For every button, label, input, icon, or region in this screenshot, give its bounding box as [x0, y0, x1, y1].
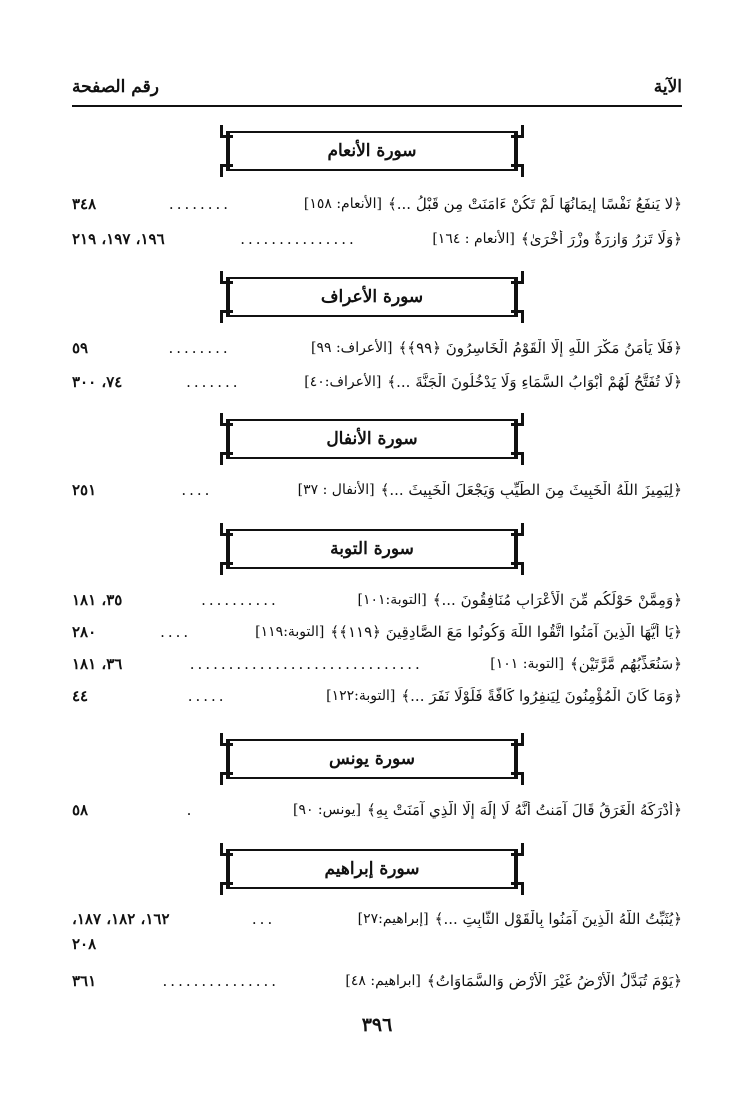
table-header	[72, 70, 682, 104]
page-numbers: ١٦٢، ١٨٢، ١٨٧،	[72, 910, 170, 928]
index-entry	[72, 475, 682, 505]
page-numbers: ١٩٦، ١٩٧، ٢١٩	[72, 230, 165, 248]
verse-reference: [التوبة:١١٩]	[255, 624, 325, 640]
leader-dots: ....	[160, 623, 192, 641]
leader-dots: ..........	[201, 591, 279, 609]
page-numbers-continued: ٢٠٨	[72, 935, 97, 953]
index-entry	[72, 681, 682, 711]
surah-title: سورة إبراهيم	[324, 859, 420, 879]
surah-heading-yunus	[226, 739, 518, 779]
leader-dots: ...............	[162, 972, 280, 990]
verse-text: ﴿وَلَا تَزِرُ وَازِرَةٌ وِزْرَ أُخْرَىٰ﴾	[520, 230, 682, 248]
page-number: ٣٩٦	[361, 1014, 393, 1036]
surah-heading-tawba	[226, 529, 518, 569]
verse-reference: [يونس: ٩٠]	[292, 802, 361, 818]
verse-reference: [الأنعام: ١٥٨]	[303, 196, 382, 212]
surah-heading-anam	[226, 131, 518, 171]
verse-reference: [الأعراف:٤٠]	[304, 374, 382, 390]
verse-text: ﴿سَنُعَذِّبُهُم مَّرَّتَيْنِ﴾	[569, 655, 682, 673]
index-entry	[72, 367, 682, 397]
header-page-column: رقم الصفحة	[72, 77, 159, 97]
leader-dots: ........	[168, 195, 232, 213]
leader-dots: ........	[168, 339, 231, 357]
verse-reference: [الأنعام : ١٦٤]	[432, 231, 515, 247]
leader-dots: ..............................	[189, 655, 423, 673]
verse-reference: [الأنفال : ٣٧]	[297, 482, 375, 498]
leader-dots: ...............	[240, 230, 357, 248]
page-numbers: ٣٦، ١٨١	[72, 655, 123, 673]
verse-text: ﴿لِيَمِيزَ اللَّهُ الْخَبِيثَ مِنَ الطَّيِّبِ وَيَجْعَلَ الْخَبِيثَ ...﴾	[380, 481, 682, 499]
index-entry	[72, 333, 682, 363]
index-entry	[72, 966, 682, 996]
index-entry	[72, 795, 682, 825]
page-numbers: ٢٨٠	[72, 623, 97, 641]
index-entry	[72, 649, 682, 679]
surah-title: سورة الأنفال	[326, 429, 418, 449]
surah-title: سورة التوبة	[330, 539, 414, 559]
page-numbers: ٣٥، ١٨١	[72, 591, 123, 609]
verse-reference: [التوبة:١٢٢]	[326, 688, 396, 704]
header-rule	[72, 105, 682, 107]
surah-title: سورة الأنعام	[327, 141, 417, 161]
verse-text: ﴿فَلَا يَأْمَنُ مَكْرَ اللَّهِ إِلَّا الْقَوْمُ الْخَاسِرُونَ ﴿٩٩﴾﴾	[398, 339, 682, 357]
verse-text: ﴿لا يَنفَعُ نَفْسًا إِيمَانُهَا لَمْ تَكُنْ ءَامَنَتْ مِن قَبْلُ ...﴾	[387, 195, 682, 213]
surah-heading-araf	[226, 277, 518, 317]
surah-heading-anfal	[226, 419, 518, 459]
index-entry	[72, 904, 682, 934]
surah-title: سورة يونس	[329, 749, 415, 769]
page-numbers: ٢٥١	[72, 481, 97, 499]
index-entry	[72, 224, 682, 254]
page-numbers: ٥٨	[72, 801, 89, 819]
verse-reference: [ابراهيم: ٤٨]	[345, 973, 421, 989]
verse-reference: [التوبة: ١٠١]	[490, 656, 564, 672]
surah-title: سورة الأعراف	[320, 287, 424, 307]
verse-text: ﴿لَا تُفَتَّحُ لَهُمْ أَبْوَابُ السَّمَاءِ وَلَا يَدْخُلُونَ الْجَنَّةَ ...﴾	[387, 373, 682, 391]
verse-text: ﴿يَا أَيُّهَا الَّذِينَ آمَنُوا اتَّقُوا اللَّهَ وَكُونُوا مَعَ الصَّادِقِينَ ﴿١١٩﴾﴾	[330, 623, 682, 641]
leader-dots: .....	[187, 687, 227, 705]
verse-text: ﴿يَوْمَ تُبَدَّلُ الْأَرْضُ غَيْرَ الْأَرْضِ وَالسَّمَاوَاتُ﴾	[426, 972, 682, 990]
index-entry	[72, 585, 682, 615]
index-entry	[72, 189, 682, 219]
page-numbers: ٣٦١	[72, 972, 97, 990]
leader-dots: ....	[181, 481, 213, 499]
verse-reference: [التوبة:١٠١]	[357, 592, 427, 608]
leader-dots: .	[186, 801, 195, 819]
page-numbers: ٥٩	[72, 339, 89, 357]
surah-heading-ibrahim	[226, 849, 518, 889]
leader-dots: .......	[186, 373, 241, 391]
page-numbers: ٤٤	[72, 687, 89, 705]
page-numbers: ٧٤، ٣٠٠	[72, 373, 123, 391]
verse-text: ﴿وَمِمَّنْ حَوْلَكُم مِّنَ الْأَعْرَابِ مُنَافِقُونَ ...﴾	[432, 591, 682, 609]
verse-reference: [إبراهيم:٢٧]	[357, 911, 429, 927]
verse-text: ﴿يُثَبِّتُ اللَّهُ الَّذِينَ آمَنُوا بِالْقَوْلِ الثَّابِتِ ...﴾	[434, 910, 682, 928]
leader-dots: ...	[251, 910, 276, 928]
verse-text: ﴿أَدْرَكَهُ الْغَرَقُ قَالَ آمَنتُ أَنَّهُ لَا إِلَٰهَ إِلَّا الَّذِي آمَنَتْ بِهِ﴾	[367, 801, 682, 819]
page-numbers: ٣٤٨	[72, 195, 97, 213]
verse-text: ﴿وَمَا كَانَ الْمُؤْمِنُونَ لِيَنفِرُوا كَافَّةً فَلَوْلَا نَفَرَ ...﴾	[401, 687, 682, 705]
verse-reference: [الأعراف: ٩٩]	[311, 340, 393, 356]
index-entry	[72, 617, 682, 647]
header-verse-column: الآية	[653, 77, 682, 97]
